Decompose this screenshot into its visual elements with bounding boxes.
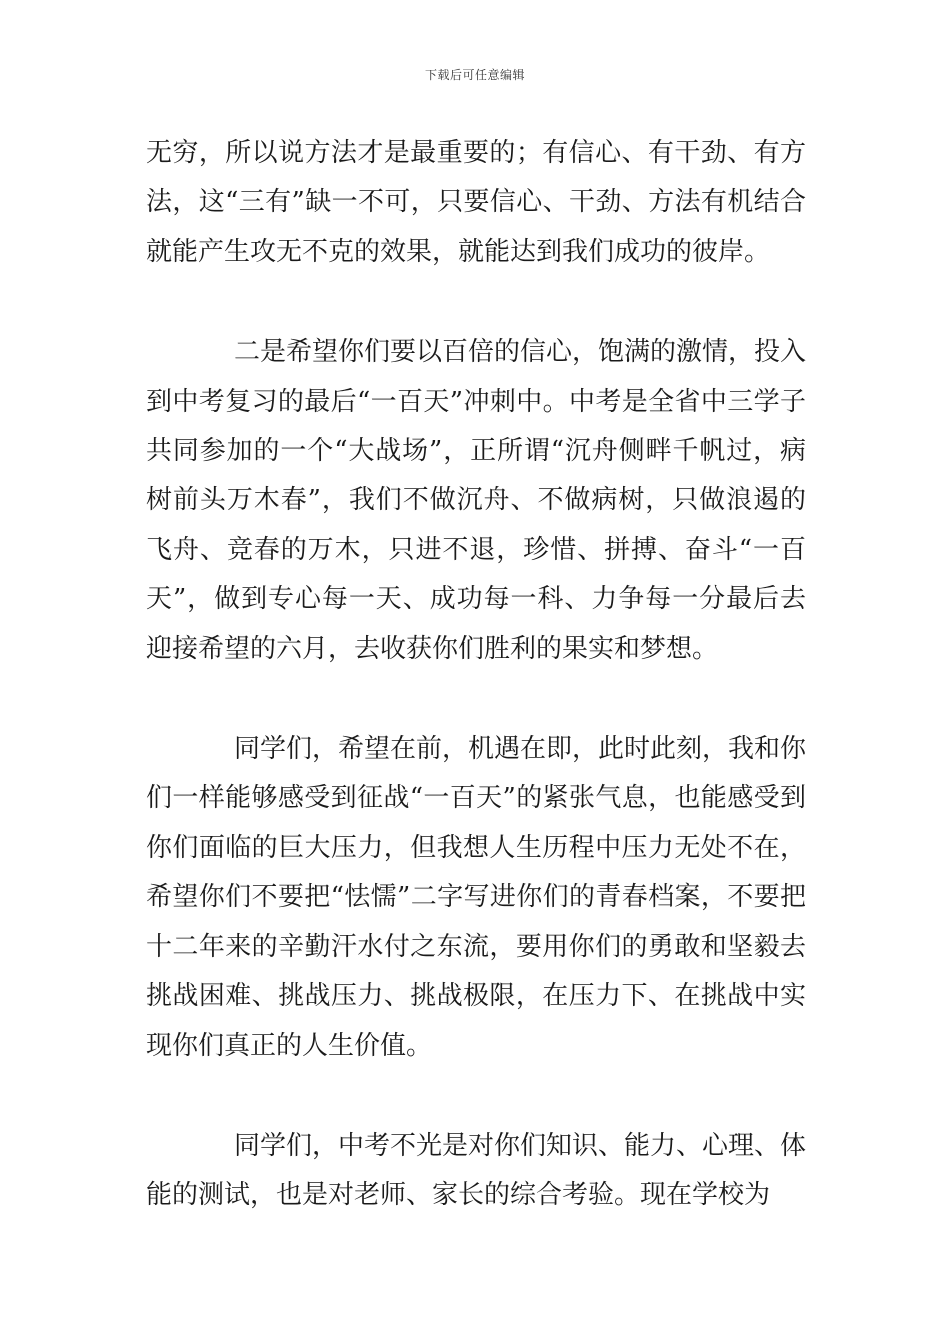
paragraph-3: 同学们，希望在前，机遇在即，此时此刻，我和你们一样能够感受到征战“一百天”的紧张气息，也能感受到你们面临的巨大压力，但我想人生历程中压力无处不在，希望你们不要把“怯懦”二字写进你们的青春档案，不要把十二年来的辛勤汗水付之东流，要用你们的勇敢和坚毅去挑战困难、挑战压力、挑战极限，在压力下、在挑战中实现你们真正的人生价值。 (146, 734, 807, 1061)
page-header: 下载后可任意编辑 (424, 68, 525, 82)
paragraph-1: 无穷，所以说方法才是最重要的；有信心、有干劲、有方法，这“三有”缺一不可，只要信心、干劲、方法有机结合就能产生攻无不克的效果，就能达到我们成功的彼岸。 (146, 138, 806, 267)
paragraph-2: 二是希望你们要以百倍的信心，饱满的激情，投入到中考复习的最后“一百天”冲刺中。中考是全省中三学子共同参加的一个“大战场”，正所谓“沉舟侧畔千帆过，病树前头万木春”，我们不做沉舟、不做病树，只做浪遏的飞舟、竞春的万木，只进不退，珍惜、拼搏、奋斗“一百天”，做到专心每一天、成功每一科、力争每一分最后去迎接希望的六月，去收获你们胜利的果实和梦想。 (146, 337, 807, 664)
document-body (146, 129, 806, 1272)
paragraph-4: 同学们，中考不光是对你们知识、能力、心理、体能的测试，也是对老师、家长的综合考验。现在学校为 (146, 1130, 807, 1211)
